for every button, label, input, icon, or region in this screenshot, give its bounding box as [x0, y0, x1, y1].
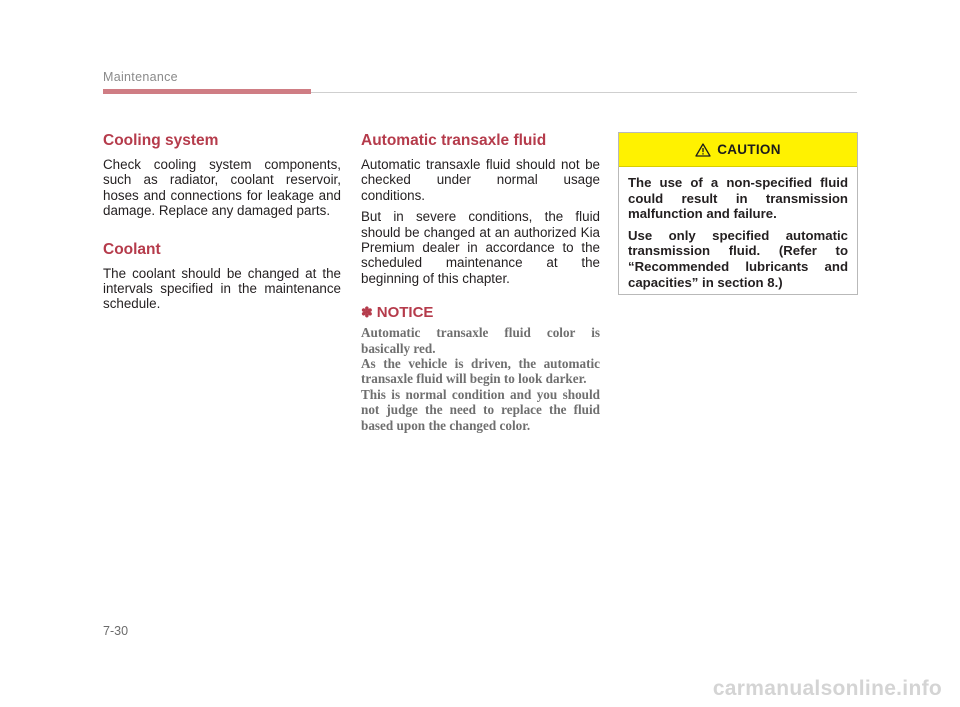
notice-line-1: Automatic transaxle fluid color is basically red. [361, 325, 600, 356]
caution-paragraph-1: The use of a non-specified fluid could result in transmission malfunction and failure. [628, 175, 848, 222]
notice-line-2: As the vehicle is driven, the automatic transaxle fluid will begin to look darker. [361, 356, 600, 387]
notice-star-icon: ✽ [361, 304, 373, 321]
caution-box [618, 132, 858, 295]
watermark: carmanualsonline.info [712, 677, 942, 700]
cooling-system-text: Check cooling system components, such as radiator, coolant reservoir, hoses and connections for leakage and damage. Replace any damaged parts. [103, 157, 341, 219]
atf-paragraph-2: But in severe conditions, the fluid should be changed at an authorized Kia Premium dealer in accordance to the scheduled maintenance at the beginning of this chapter. [361, 209, 600, 286]
coolant-text: The coolant should be changed at the intervals specified in the maintenance schedule. [103, 265, 341, 312]
header-rule [311, 92, 857, 93]
right-column [618, 132, 858, 295]
atf-heading: Automatic transaxle fluid [361, 132, 547, 149]
caution-label: CAUTION [717, 142, 781, 157]
warning-triangle-icon [695, 143, 711, 157]
notice-label: NOTICE [376, 304, 434, 322]
header-accent-bar [103, 89, 311, 94]
caution-body [619, 167, 857, 290]
atf-paragraph-1: Automatic transaxle fluid should not be checked under normal usage conditions. [361, 157, 600, 203]
header-title: Maintenance [103, 70, 178, 84]
notice-heading [361, 304, 600, 321]
caution-header [619, 133, 857, 167]
caution-paragraph-2: Use only specified automatic transmission fluid. (Refer to “Recommended lubricants and capacities” in section 8.) [628, 227, 848, 290]
page-number: 7-30 [103, 624, 129, 638]
middle-column [361, 132, 600, 433]
left-column [103, 132, 341, 318]
notice-line-3: This is normal condition and you should not judge the need to replace the fluid based upon the changed color. [361, 386, 600, 433]
coolant-heading: Coolant [103, 240, 161, 258]
cooling-system-heading: Cooling system [103, 132, 219, 149]
